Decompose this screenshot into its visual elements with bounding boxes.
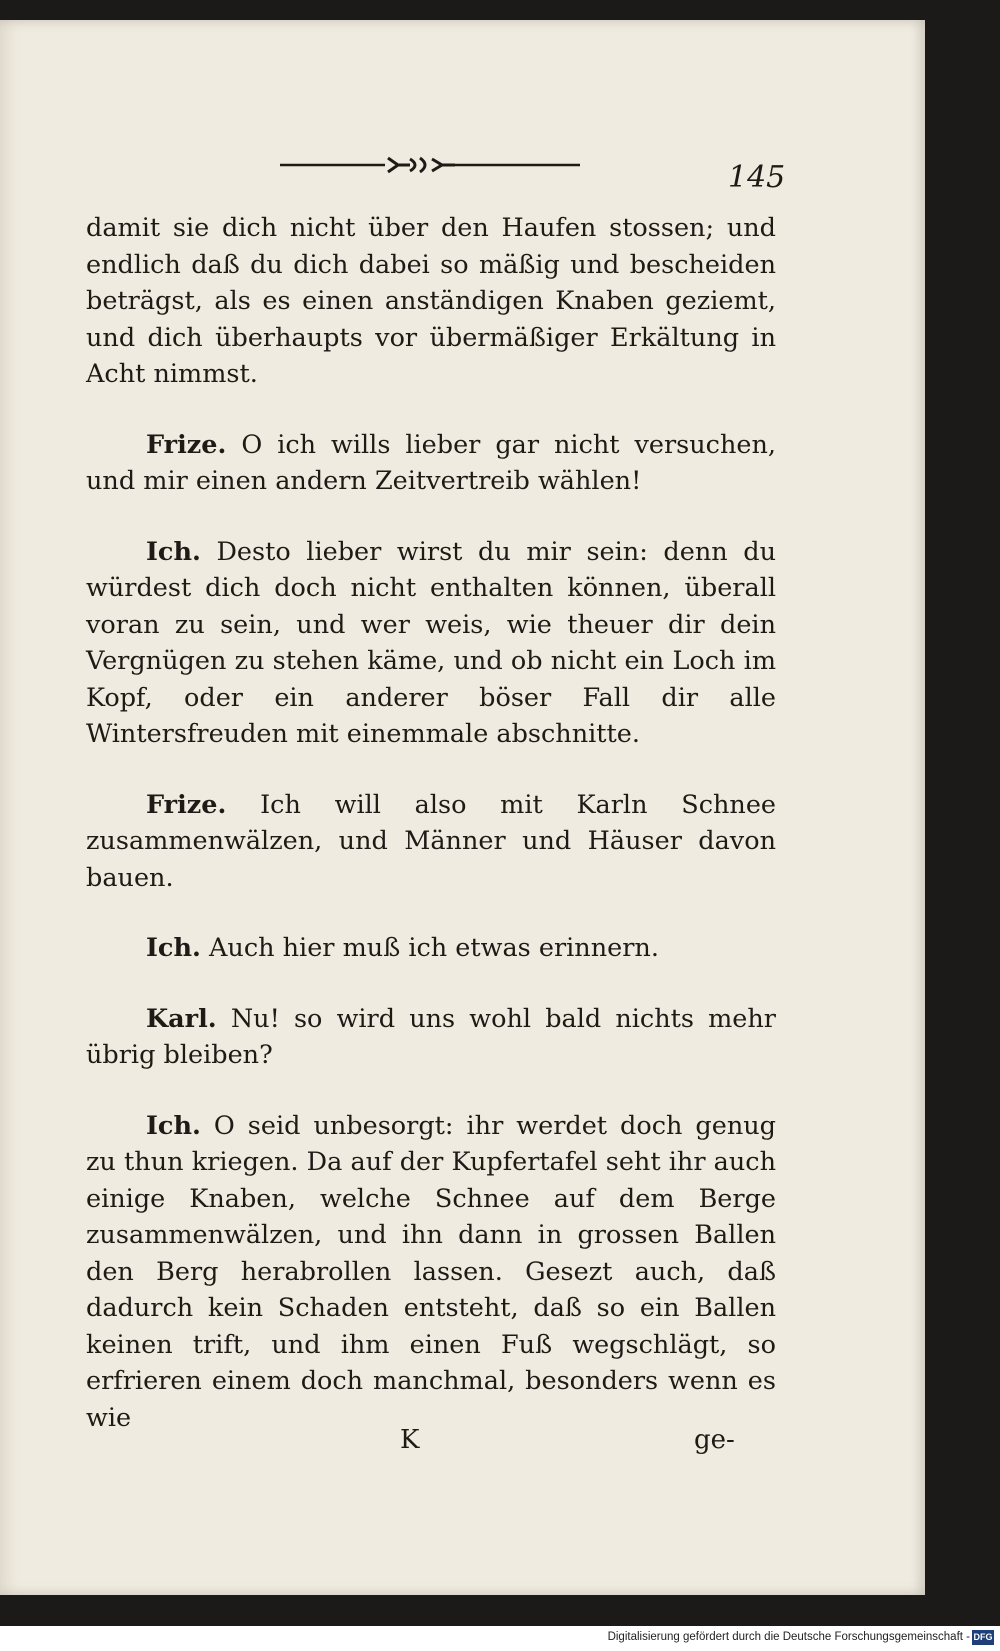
dfg-logo: DFG	[972, 1630, 994, 1645]
paragraph-text: Ich will also mit Karln Schnee zusammenwälzen, und Männer und Häuser davon bauen.	[86, 789, 777, 893]
speaker-name: Ich.	[146, 536, 201, 567]
paragraph-text: O ich wills lieber gar nicht versuchen, und mir einen andern Zeitvertreib wählen!	[86, 429, 776, 496]
paragraph-text: damit sie dich nicht über den Haufen stossen; und endlich daß du dich dabei so mäßig und bescheiden beträgst, als es einen anständigen Knaben geziemt, und dich überhaupts vor übermäßiger Erkältung in Acht nimmst.	[86, 213, 776, 389]
book-page	[0, 20, 925, 1595]
speaker-name: Frize.	[146, 429, 227, 460]
ornamental-header-rule	[280, 150, 590, 180]
digitization-credit: Digitalisierung gefördert durch die Deutsche Forschungsgemeinschaft -	[607, 1631, 970, 1643]
page-number: 145	[728, 160, 786, 195]
paragraph-continuation	[86, 210, 776, 393]
paragraph-text: Desto lieber wirst du mir sein: denn du würdest dich doch nicht enthalten können, überall voran zu sein, und wer weis, wie theuer dir dein Vergnügen zu stehen käme, und ob nicht ein Loch im Kopf, oder ein anderer böser Fall dir alle Wintersfreuden mit einemmale abschnitte.	[86, 536, 777, 749]
speaker-name: Karl.	[146, 1003, 217, 1034]
dialogue-paragraph	[86, 787, 776, 897]
dialogue-paragraph	[86, 1108, 776, 1437]
page-body	[86, 210, 776, 1436]
dialogue-paragraph	[86, 930, 776, 967]
dialogue-paragraph	[86, 1001, 776, 1074]
dialogue-paragraph	[86, 427, 776, 500]
catchword: ge-	[694, 1425, 735, 1455]
speaker-name: Ich.	[146, 933, 201, 963]
paragraph-text: Auch hier muß ich etwas erinnern.	[208, 933, 659, 963]
paragraph-text: Nu! so wird uns wohl bald nichts mehr übrig bleiben?	[86, 1003, 776, 1070]
paragraph-text: O seid unbesorgt: ihr werdet doch genug zu thun kriegen. Da auf der Kupfertafel seht ihr auch einige Knaben, welche Schnee auf dem Berge zusammenwälzen, und ihn dann in grossen Ballen den Berg herabrollen lassen. Gesezt auch, daß dadurch kein Schaden entsteht, daß so ein Ballen keinen trift, und ihm einen Fuß wegschlägt, so erfrieren einem doch manchmal, besonders wenn es wie	[86, 1110, 777, 1433]
dialogue-paragraph	[86, 534, 776, 753]
speaker-name: Ich.	[146, 1110, 201, 1141]
speaker-name: Frize.	[146, 789, 227, 820]
signature-mark: K	[400, 1425, 420, 1455]
